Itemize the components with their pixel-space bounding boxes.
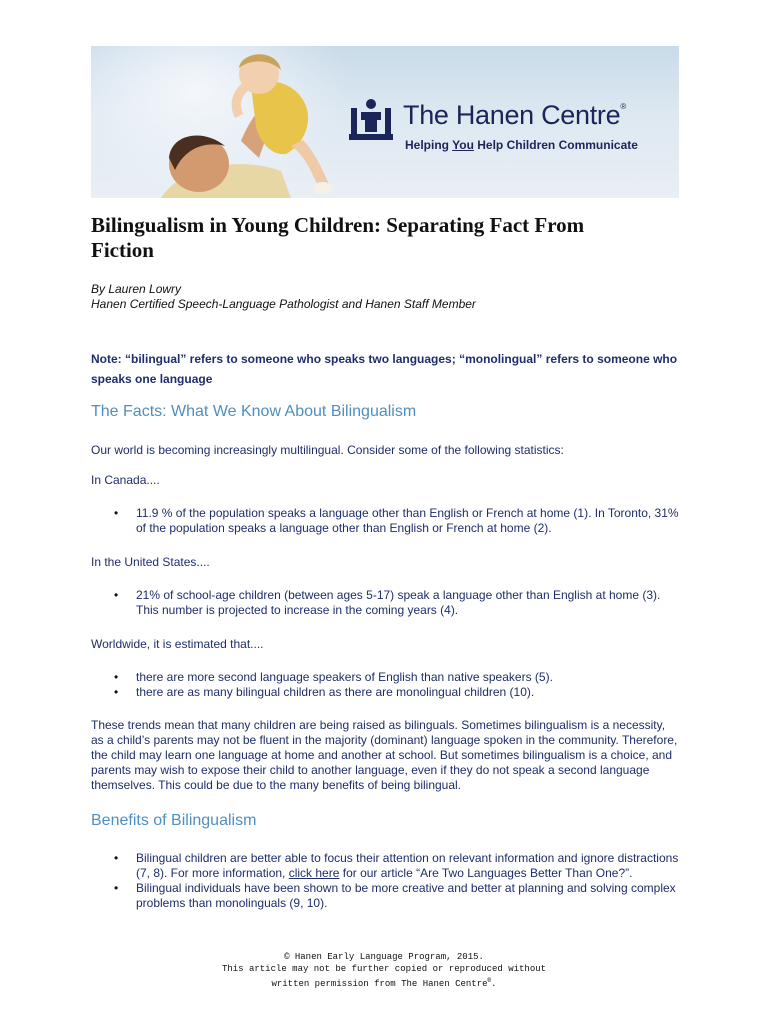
benefits-heading: Benefits of Bilingualism [91,812,257,829]
world-list [91,670,681,700]
trends-paragraph: These trends mean that many children are being raised as bilinguals. Sometimes bilingualism is a necessity, as a child’s parents may not be fluent in the majority (dominant) language spoken in the community. Therefore, the child may learn one language at home and another at school. But sometimes bilingualism is a choice, and parents may wish to expose their child to another language, even if they do not speak a second language themselves. This could be due to the many benefits of being bilingual. [91,718,678,792]
facts-heading: The Facts: What We Know About Bilingualism [91,403,417,420]
list-item: • 21% of school-age children (between ages 5-17) speak a language other than English at home (3). This number is projected to increase in the coming years (4). [91,588,681,618]
canada-label: In Canada.... [91,473,160,487]
copyright-footer [0,951,768,990]
author-name: By Lauren Lowry [91,282,182,296]
canada-list [91,506,681,536]
footer-line-2: This article may not be further copied or reproduced without [221,964,547,974]
click-here-link[interactable]: click here [288,866,340,880]
byline [91,282,476,312]
us-list [91,588,681,618]
logo-tagline: Helping You Help Children Communicate [405,138,638,152]
header-banner [91,46,679,198]
world-label: Worldwide, it is estimated that.... [91,637,264,651]
parent-child-photo [91,46,351,198]
article-title: Bilingualism in Young Children: Separating Fact From Fiction [91,213,585,262]
list-item: • Bilingual children are better able to focus their attention on relevant information and ignore distractions (7, 8). For more information, click here for our article “Are Two Languages Better Than One?”. [91,851,681,881]
benefits-list [91,851,681,911]
facts-intro: Our world is becoming increasingly multilingual. Consider some of the following statistics: [91,443,564,457]
list-item: • 11.9 % of the population speaks a language other than English or French at home (1). In Toronto, 31% of the population speaks a language other than English or French at home (2). [91,506,681,536]
logo-name: The Hanen Centre® [403,100,626,130]
definition-note: Note: “bilingual” refers to someone who speaks two languages; “monolingual” refers to someone who speaks one language [91,352,678,386]
footer-line-1: © Hanen Early Language Program, 2015. [284,952,484,962]
hanen-logo-icon [347,98,395,142]
us-label: In the United States.... [91,555,210,569]
footer-line-3: written permission from The Hanen Centre®. [271,977,497,989]
list-item: • there are as many bilingual children as there are monolingual children (10). [91,685,681,700]
list-item: • there are more second language speakers of English than native speakers (5). [91,670,681,685]
list-item: • Bilingual individuals have been shown to be more creative and better at planning and solving complex problems than monolinguals (9, 10). [91,881,681,911]
author-role: Hanen Certified Speech-Language Pathologist and Hanen Staff Member [91,297,476,311]
